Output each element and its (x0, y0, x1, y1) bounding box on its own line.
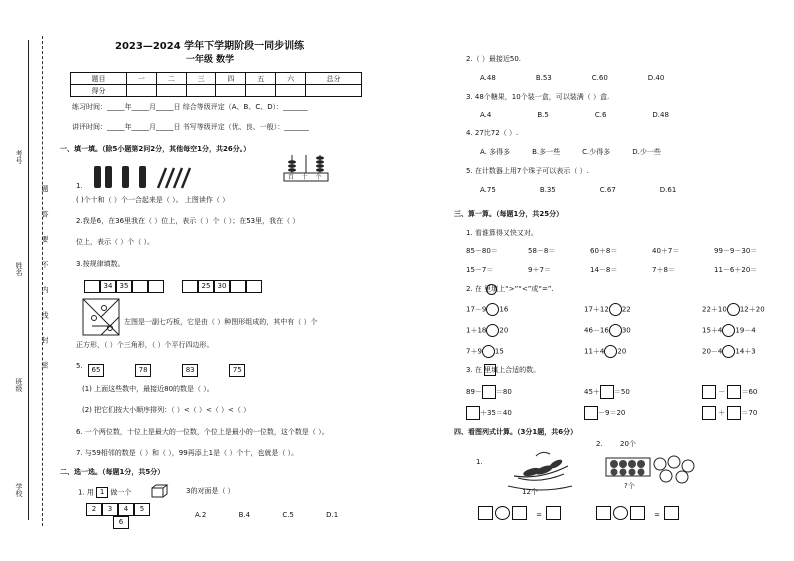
fill-text: ＋35＝40 (480, 409, 512, 417)
equation-box[interactable] (596, 506, 611, 520)
option[interactable]: A.2 (195, 511, 207, 519)
calc-row (466, 247, 757, 256)
cube-icon (151, 484, 169, 498)
score-cell[interactable] (126, 85, 156, 97)
fill-box[interactable] (702, 406, 716, 420)
exam-number-label: 考号 (15, 150, 23, 164)
cube-face: 5 (134, 503, 150, 516)
compare-circle[interactable] (482, 345, 495, 358)
number-card: 78 (135, 364, 151, 377)
p2-top-count: 20个 (620, 440, 636, 448)
compare-right: 15 (494, 347, 504, 356)
compare-left: 46－16 (584, 326, 609, 335)
q5-part-1: (1) 上面这些数中，最接近80的数是（ ）。 (82, 385, 214, 393)
compare-circle[interactable] (609, 303, 622, 316)
compare-circle-icon (486, 284, 497, 295)
sequence-blank[interactable] (182, 280, 198, 293)
compare-row (466, 324, 756, 337)
q1-label: 1. (76, 182, 83, 190)
cube-face: 2 (86, 503, 102, 516)
practice-time-line: 练习时间：_____年_____月_____日 综合等级评定（A、B、C、D）：_______ (72, 103, 308, 111)
score-table (70, 72, 362, 97)
abacus-label: 百 (288, 174, 295, 181)
calc-item: 99－9－30＝ (714, 247, 758, 255)
sequence-blank[interactable] (148, 280, 164, 293)
compare-circle[interactable] (727, 303, 740, 316)
option[interactable]: B.35 (539, 186, 556, 194)
calc-item: 60＋8＝ (590, 247, 618, 255)
fill-box[interactable] (584, 406, 598, 420)
compare-right: 14＋3 (735, 347, 756, 356)
class-label: 班级 (15, 378, 23, 392)
score-row-label: 得分 (71, 85, 127, 97)
r-q3-options (480, 111, 669, 120)
score-cell[interactable] (216, 85, 246, 97)
compare-circle[interactable] (722, 324, 735, 337)
abacus-labels (288, 173, 332, 182)
r-q4-options (480, 148, 661, 157)
q5-numbers (88, 360, 245, 379)
score-cell[interactable] (276, 85, 306, 97)
name-label: 姓名 (15, 262, 23, 276)
p1-equation (478, 502, 561, 521)
compare-right: 19－4 (735, 326, 756, 335)
school-label: 学校 (15, 483, 23, 497)
abacus-label: 十 (301, 174, 308, 181)
fill-text: ＝70 (741, 409, 758, 417)
equation-box[interactable] (546, 506, 561, 520)
option[interactable]: C.67 (599, 186, 616, 194)
score-col-header: 三 (186, 73, 216, 85)
score-cell[interactable] (186, 85, 216, 97)
fill-text: 89－ (466, 388, 482, 396)
calc-item: 7＋8＝ (652, 266, 675, 274)
s3-q1-text: 1. 看谁算得又快又对。 (466, 229, 538, 237)
r-q2-options (480, 74, 664, 83)
compare-left: 15＋4 (702, 326, 723, 335)
cube-text: 做一个 (110, 488, 132, 497)
fill-box[interactable] (466, 406, 480, 420)
cube-face: 6 (113, 516, 129, 529)
option[interactable]: D.少一些 (632, 148, 661, 156)
s3-q2-text: 2. 在 里填上“>”“<”或“=”. (466, 285, 554, 293)
score-col-header: 二 (156, 73, 186, 85)
compare-row (466, 345, 756, 358)
sequence-cell: 30 (214, 280, 230, 293)
balls-picture (604, 450, 696, 484)
compare-right: 20 (617, 347, 627, 356)
cube-net-bottom (113, 512, 129, 531)
sequence-cell: 34 (100, 280, 116, 293)
fill-text: ＝60 (741, 388, 758, 396)
r-q5-text: 5. 在计数器上用7个珠子可以表示（ ）. (466, 167, 589, 175)
option[interactable]: D.61 (659, 186, 677, 194)
compare-left: 7＋9 (466, 347, 482, 356)
calc-item: 11－6＋20＝ (714, 266, 758, 274)
option[interactable]: B.5 (537, 111, 549, 119)
sticks-bundles-icon (92, 162, 202, 192)
compare-left: 1＋18 (466, 326, 487, 335)
fill-box[interactable] (702, 385, 716, 399)
calc-item: 9＋7＝ (528, 266, 551, 274)
compare-circle[interactable] (604, 345, 617, 358)
option[interactable]: C.少得多 (582, 148, 611, 156)
section-3-heading: 三、算一算。（每题1分，共25分） (454, 210, 564, 218)
calc-row (466, 266, 757, 275)
sequence-cell: 35 (116, 280, 132, 293)
compare-right: 20 (499, 326, 509, 335)
compare-right: 22 (621, 305, 631, 314)
operator-circle[interactable] (613, 506, 628, 520)
fill-text: 45＋ (584, 388, 600, 396)
number-card: 83 (182, 364, 198, 377)
option[interactable]: C.5 (282, 511, 294, 519)
option[interactable]: A.4 (480, 111, 492, 119)
p1-total: 12个 (522, 488, 538, 496)
score-cell[interactable] (246, 85, 276, 97)
compare-row (466, 303, 765, 316)
compare-right: 16 (499, 305, 509, 314)
calc-item: 85－80＝ (466, 247, 498, 255)
fill-box[interactable] (600, 385, 614, 399)
compare-circle[interactable] (722, 345, 735, 358)
cube-face: 3 (102, 503, 118, 516)
section-1-heading: 一、填一填。（除5小题第2问2分，其他每空1分，共26分。） (60, 145, 251, 153)
student-info-line (28, 40, 30, 520)
calc-item: 14－8＝ (590, 266, 618, 274)
section-2-heading: 二、选一选。（每题1分，共5分） (60, 468, 165, 476)
compare-left: 11＋4 (584, 347, 605, 356)
r-q2-text: 2.（ ）最接近50. (466, 55, 522, 63)
score-col-header: 一 (126, 73, 156, 85)
compare-right: 30 (621, 326, 631, 335)
operator-circle[interactable] (495, 506, 510, 520)
sequence-blank[interactable] (132, 280, 148, 293)
cube-face: 4 (118, 503, 134, 516)
compare-circle[interactable] (486, 324, 499, 337)
option[interactable]: B.多一些 (532, 148, 561, 156)
fill-row (466, 406, 757, 420)
equation-box[interactable] (478, 506, 493, 520)
equation-box[interactable] (664, 506, 679, 520)
score-cell[interactable] (306, 85, 362, 97)
fill-text: － (718, 388, 726, 396)
sequence-blank[interactable] (246, 280, 262, 293)
sequence-cell: 25 (198, 280, 214, 293)
option[interactable]: C.60 (591, 74, 608, 82)
review-time-line: 讲评时间：_____年_____月_____日 书写等级评定（优、良、一般）：_______ (72, 123, 309, 131)
score-col-header: 总分 (306, 73, 362, 85)
q7-text: 7. 与59相邻的数是（ ）和（ ），99再添上1是（ ）个十，也就是（ ）。 (76, 449, 299, 457)
option[interactable]: B.4 (238, 511, 251, 519)
sequence-blank[interactable] (84, 280, 100, 293)
cube-instruction (78, 487, 131, 498)
q4-line-a: 左图是一副七巧板，它是由（ ）种图形组成的，其中有（ ）个 (124, 318, 318, 326)
sequence-2 (182, 276, 262, 295)
calc-item: 40＋7＝ (652, 247, 680, 255)
q2-line-b: 位上，表示（ ）个（ ）。 (76, 238, 154, 246)
tangram-icon (82, 298, 120, 336)
option[interactable]: D.40 (647, 74, 665, 82)
compare-circle[interactable] (486, 303, 499, 316)
number-card: 75 (229, 364, 245, 377)
fill-text: ＋ (718, 409, 726, 417)
p1-label: 1. (476, 458, 483, 466)
score-col-header: 题目 (71, 73, 127, 85)
p2-equation (596, 502, 679, 521)
fill-box-icon (484, 364, 496, 376)
option[interactable]: A.48 (480, 74, 496, 82)
sequence-blank[interactable] (230, 280, 246, 293)
option[interactable]: D.48 (652, 111, 669, 119)
fill-text: －9＝20 (598, 409, 626, 417)
peppers-picture (506, 446, 576, 492)
score-cell[interactable] (156, 85, 186, 97)
q5-part-2: (2) 把它们按大小顺序排列：（ ）<（ ）<（ ）<（ ） (82, 406, 251, 414)
r-q3-text: 3. 48个糖果，10个装一盒，可以装满（ ）盒. (466, 93, 610, 101)
r-q5-options (480, 186, 676, 195)
calc-item: 58－8＝ (528, 247, 556, 255)
number-card: 65 (88, 364, 104, 377)
fill-row (466, 385, 757, 399)
q6-text: 6. 一个两位数，十位上是最大的一位数，个位上是最小的一位数，这个数是（ ）。 (76, 428, 329, 436)
cube-options (195, 511, 338, 520)
p2-label: 2. (596, 440, 603, 448)
fill-text: ＝80 (495, 388, 512, 396)
compare-left: 22＋10 (702, 305, 727, 314)
fill-text: ＝50 (613, 388, 630, 396)
q2-line-a: 2.我是6，在36里我在（ ）位上，表示（ ）个（ ）；在53里，我在（ ） (76, 217, 300, 225)
abacus-label: 个 (315, 174, 322, 181)
score-col-header: 五 (246, 73, 276, 85)
fill-box[interactable] (727, 406, 741, 420)
compare-left: 20－4 (702, 347, 723, 356)
option[interactable]: A.75 (480, 186, 496, 194)
equation-box[interactable] (630, 506, 645, 520)
section-4-heading: 四、看图列式计算。（3分1题，共6分） (454, 428, 578, 436)
cube-text: 用 (86, 488, 94, 497)
q4-line-b: 正方形，（ ）个三角形，（ ）个平行四边形。 (76, 341, 214, 349)
page-title: 2023—2024 学年下学期阶段一同步训练 (115, 41, 305, 52)
s3-q3-text: 3. 在 里填上合适的数。 (466, 366, 541, 374)
seal-line-text: 题 答 要 不 内 线 封 密 (41, 185, 49, 377)
cube-face: 1 (96, 487, 108, 498)
option[interactable]: A. 多得多 (480, 148, 511, 156)
score-col-header: 四 (216, 73, 246, 85)
sequence-1 (84, 276, 164, 295)
page-subtitle: 一年级 数学 (186, 55, 235, 65)
q1-text: ( )个十和（ ）个一合起来是（ ）。 上图读作（ ） (76, 196, 230, 204)
score-col-header: 六 (276, 73, 306, 85)
option[interactable]: C.6 (594, 111, 607, 119)
cube-question: 3的对面是（ ） (186, 487, 235, 495)
equals-sign: = (536, 511, 542, 519)
calc-item: 15－7＝ (466, 266, 494, 274)
equation-box[interactable] (512, 506, 527, 520)
q3-text: 3.按规律填数。 (76, 260, 125, 268)
q5-label: 5. (76, 362, 83, 370)
fill-box[interactable] (727, 385, 741, 399)
compare-right: 12＋20 (739, 305, 765, 314)
option[interactable]: B.53 (535, 74, 552, 82)
fill-box[interactable] (482, 385, 496, 399)
equals-sign: = (654, 511, 660, 519)
cube-q-label: 1. (78, 488, 85, 497)
compare-left: 17＋12 (584, 305, 609, 314)
p2-bottom-count: ?个 (624, 482, 635, 490)
compare-left: 17－9 (466, 305, 487, 314)
compare-circle[interactable] (609, 324, 622, 337)
option[interactable]: D.1 (326, 511, 339, 519)
r-q4-text: 4. 27比72（ ）. (466, 129, 519, 137)
